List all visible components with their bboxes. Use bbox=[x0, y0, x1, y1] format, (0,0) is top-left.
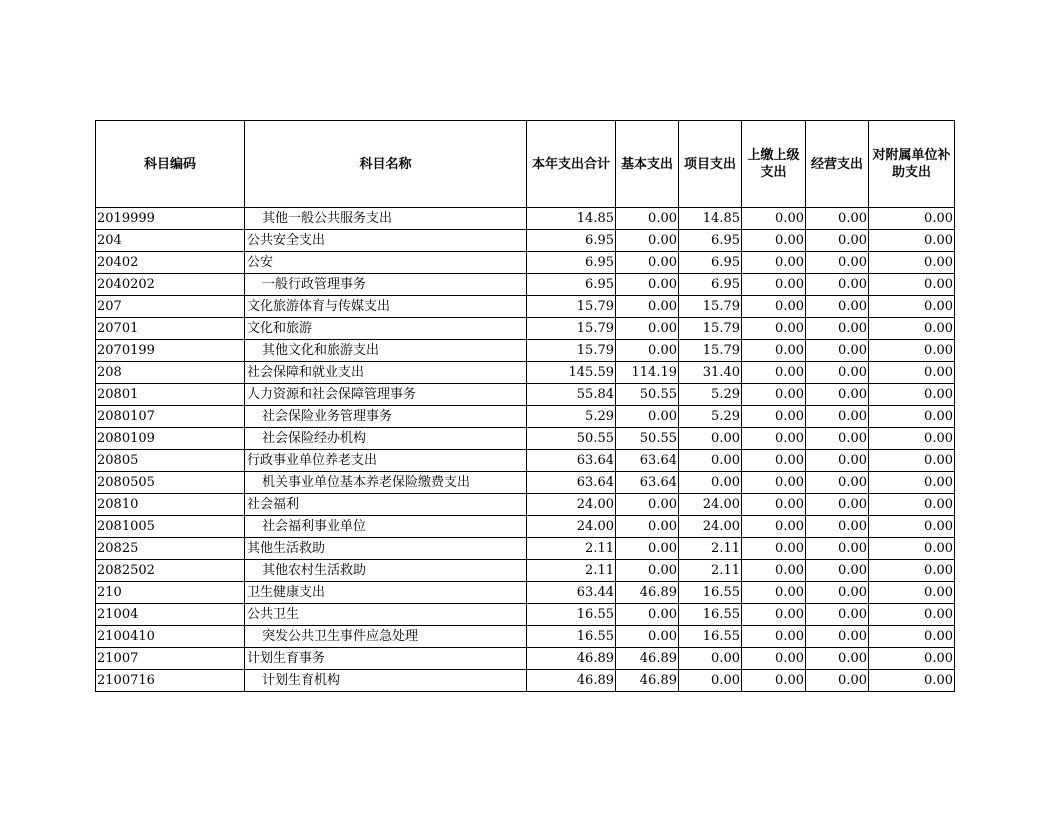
table-row bbox=[96, 428, 955, 450]
cell-basic: 114.19 bbox=[616, 362, 679, 384]
cell-basic: 0.00 bbox=[616, 296, 679, 318]
table-row bbox=[96, 252, 955, 274]
cell-project: 16.55 bbox=[679, 604, 742, 626]
cell-total: 145.59 bbox=[527, 362, 616, 384]
header-subject-code: 科目编码 bbox=[96, 121, 245, 208]
cell-subject-code: 2019999 bbox=[96, 208, 245, 230]
header-basic-expenditure: 基本支出 bbox=[616, 121, 679, 208]
cell-subject-name: 一般行政管理事务 bbox=[245, 274, 527, 296]
table-row bbox=[96, 362, 955, 384]
cell-total: 63.64 bbox=[527, 450, 616, 472]
cell-subject-name: 计划生育事务 bbox=[245, 648, 527, 670]
expenditure-table bbox=[95, 120, 955, 692]
cell-project: 31.40 bbox=[679, 362, 742, 384]
cell-basic: 63.64 bbox=[616, 472, 679, 494]
cell-subject-name: 其他生活救助 bbox=[245, 538, 527, 560]
cell-subject-name: 社会保障和就业支出 bbox=[245, 362, 527, 384]
table-row bbox=[96, 472, 955, 494]
cell-remit-superior: 0.00 bbox=[742, 604, 806, 626]
cell-basic: 50.55 bbox=[616, 428, 679, 450]
cell-remit-superior: 0.00 bbox=[742, 340, 806, 362]
cell-basic: 0.00 bbox=[616, 252, 679, 274]
cell-subsidiary-subsidy: 0.00 bbox=[869, 604, 955, 626]
cell-total: 55.84 bbox=[527, 384, 616, 406]
table-row bbox=[96, 516, 955, 538]
cell-subsidiary-subsidy: 0.00 bbox=[869, 230, 955, 252]
cell-operating: 0.00 bbox=[806, 670, 869, 692]
cell-subject-name: 社会福利 bbox=[245, 494, 527, 516]
cell-remit-superior: 0.00 bbox=[742, 208, 806, 230]
cell-subject-code: 210 bbox=[96, 582, 245, 604]
cell-remit-superior: 0.00 bbox=[742, 472, 806, 494]
cell-subject-name: 社会保险经办机构 bbox=[245, 428, 527, 450]
cell-operating: 0.00 bbox=[806, 626, 869, 648]
table-body bbox=[96, 208, 955, 692]
cell-basic: 0.00 bbox=[616, 274, 679, 296]
cell-remit-superior: 0.00 bbox=[742, 318, 806, 340]
header-row bbox=[96, 121, 955, 208]
cell-total: 2.11 bbox=[527, 560, 616, 582]
cell-subject-name: 公共卫生 bbox=[245, 604, 527, 626]
cell-remit-superior: 0.00 bbox=[742, 362, 806, 384]
cell-project: 0.00 bbox=[679, 428, 742, 450]
cell-subject-code: 2040202 bbox=[96, 274, 245, 296]
cell-subject-name: 社会保险业务管理事务 bbox=[245, 406, 527, 428]
cell-remit-superior: 0.00 bbox=[742, 582, 806, 604]
table-row bbox=[96, 604, 955, 626]
cell-basic: 0.00 bbox=[616, 208, 679, 230]
cell-project: 5.29 bbox=[679, 384, 742, 406]
cell-subject-name: 公共安全支出 bbox=[245, 230, 527, 252]
cell-project: 15.79 bbox=[679, 340, 742, 362]
cell-total: 63.64 bbox=[527, 472, 616, 494]
cell-subsidiary-subsidy: 0.00 bbox=[869, 670, 955, 692]
cell-subject-name: 计划生育机构 bbox=[245, 670, 527, 692]
cell-project: 2.11 bbox=[679, 538, 742, 560]
header-total-expenditure: 本年支出合计 bbox=[527, 121, 616, 208]
table-row bbox=[96, 538, 955, 560]
cell-total: 15.79 bbox=[527, 340, 616, 362]
cell-remit-superior: 0.00 bbox=[742, 296, 806, 318]
cell-operating: 0.00 bbox=[806, 450, 869, 472]
cell-subject-code: 20701 bbox=[96, 318, 245, 340]
cell-remit-superior: 0.00 bbox=[742, 626, 806, 648]
cell-subsidiary-subsidy: 0.00 bbox=[869, 494, 955, 516]
cell-subject-code: 21004 bbox=[96, 604, 245, 626]
cell-subject-code: 2082502 bbox=[96, 560, 245, 582]
table-row bbox=[96, 494, 955, 516]
table-row bbox=[96, 274, 955, 296]
cell-total: 5.29 bbox=[527, 406, 616, 428]
table-row bbox=[96, 648, 955, 670]
cell-subject-code: 208 bbox=[96, 362, 245, 384]
cell-subsidiary-subsidy: 0.00 bbox=[869, 648, 955, 670]
table-row bbox=[96, 560, 955, 582]
cell-basic: 0.00 bbox=[616, 626, 679, 648]
cell-total: 16.55 bbox=[527, 626, 616, 648]
cell-operating: 0.00 bbox=[806, 582, 869, 604]
cell-subject-name: 社会福利事业单位 bbox=[245, 516, 527, 538]
cell-project: 5.29 bbox=[679, 406, 742, 428]
cell-subsidiary-subsidy: 0.00 bbox=[869, 274, 955, 296]
cell-remit-superior: 0.00 bbox=[742, 252, 806, 274]
cell-operating: 0.00 bbox=[806, 230, 869, 252]
cell-basic: 50.55 bbox=[616, 384, 679, 406]
cell-basic: 46.89 bbox=[616, 670, 679, 692]
cell-subject-code: 2070199 bbox=[96, 340, 245, 362]
table-row bbox=[96, 626, 955, 648]
cell-total: 24.00 bbox=[527, 494, 616, 516]
cell-remit-superior: 0.00 bbox=[742, 450, 806, 472]
cell-subject-code: 21007 bbox=[96, 648, 245, 670]
cell-subject-code: 2100716 bbox=[96, 670, 245, 692]
cell-subject-name: 卫生健康支出 bbox=[245, 582, 527, 604]
cell-subsidiary-subsidy: 0.00 bbox=[869, 362, 955, 384]
cell-operating: 0.00 bbox=[806, 538, 869, 560]
cell-project: 15.79 bbox=[679, 318, 742, 340]
cell-operating: 0.00 bbox=[806, 296, 869, 318]
table-header bbox=[96, 121, 955, 208]
cell-basic: 46.89 bbox=[616, 648, 679, 670]
table-row bbox=[96, 670, 955, 692]
cell-subject-code: 20810 bbox=[96, 494, 245, 516]
cell-subject-code: 2080505 bbox=[96, 472, 245, 494]
table-row bbox=[96, 318, 955, 340]
cell-project: 0.00 bbox=[679, 670, 742, 692]
cell-subject-name: 其他文化和旅游支出 bbox=[245, 340, 527, 362]
cell-subject-name: 公安 bbox=[245, 252, 527, 274]
cell-subject-name: 突发公共卫生事件应急处理 bbox=[245, 626, 527, 648]
cell-operating: 0.00 bbox=[806, 648, 869, 670]
table-row bbox=[96, 208, 955, 230]
header-project-expenditure: 项目支出 bbox=[679, 121, 742, 208]
cell-subject-code: 20805 bbox=[96, 450, 245, 472]
cell-subject-name: 机关事业单位基本养老保险缴费支出 bbox=[245, 472, 527, 494]
cell-subject-name: 其他一般公共服务支出 bbox=[245, 208, 527, 230]
cell-operating: 0.00 bbox=[806, 252, 869, 274]
cell-subsidiary-subsidy: 0.00 bbox=[869, 406, 955, 428]
cell-remit-superior: 0.00 bbox=[742, 384, 806, 406]
cell-project: 0.00 bbox=[679, 472, 742, 494]
cell-project: 14.85 bbox=[679, 208, 742, 230]
cell-total: 46.89 bbox=[527, 648, 616, 670]
table-row bbox=[96, 296, 955, 318]
cell-operating: 0.00 bbox=[806, 318, 869, 340]
cell-total: 6.95 bbox=[527, 274, 616, 296]
cell-remit-superior: 0.00 bbox=[742, 648, 806, 670]
cell-subsidiary-subsidy: 0.00 bbox=[869, 582, 955, 604]
cell-project: 24.00 bbox=[679, 516, 742, 538]
cell-total: 14.85 bbox=[527, 208, 616, 230]
cell-operating: 0.00 bbox=[806, 516, 869, 538]
cell-subsidiary-subsidy: 0.00 bbox=[869, 428, 955, 450]
cell-operating: 0.00 bbox=[806, 384, 869, 406]
cell-project: 16.55 bbox=[679, 626, 742, 648]
table-row bbox=[96, 340, 955, 362]
cell-total: 6.95 bbox=[527, 252, 616, 274]
cell-subsidiary-subsidy: 0.00 bbox=[869, 318, 955, 340]
cell-total: 2.11 bbox=[527, 538, 616, 560]
header-subsidiary-subsidy-expenditure: 对附属单位补助支出 bbox=[869, 121, 955, 208]
cell-basic: 0.00 bbox=[616, 230, 679, 252]
cell-total: 63.44 bbox=[527, 582, 616, 604]
table-row bbox=[96, 582, 955, 604]
cell-project: 0.00 bbox=[679, 648, 742, 670]
cell-basic: 0.00 bbox=[616, 516, 679, 538]
cell-basic: 0.00 bbox=[616, 604, 679, 626]
cell-subject-name: 文化旅游体育与传媒支出 bbox=[245, 296, 527, 318]
cell-subject-code: 20402 bbox=[96, 252, 245, 274]
cell-total: 6.95 bbox=[527, 230, 616, 252]
cell-subject-code: 204 bbox=[96, 230, 245, 252]
cell-basic: 0.00 bbox=[616, 318, 679, 340]
cell-operating: 0.00 bbox=[806, 406, 869, 428]
cell-subject-code: 2081005 bbox=[96, 516, 245, 538]
cell-remit-superior: 0.00 bbox=[742, 516, 806, 538]
cell-remit-superior: 0.00 bbox=[742, 406, 806, 428]
cell-subject-name: 行政事业单位养老支出 bbox=[245, 450, 527, 472]
cell-basic: 0.00 bbox=[616, 406, 679, 428]
cell-basic: 0.00 bbox=[616, 560, 679, 582]
cell-subsidiary-subsidy: 0.00 bbox=[869, 450, 955, 472]
cell-basic: 46.89 bbox=[616, 582, 679, 604]
cell-subsidiary-subsidy: 0.00 bbox=[869, 516, 955, 538]
cell-subject-name: 其他农村生活救助 bbox=[245, 560, 527, 582]
cell-operating: 0.00 bbox=[806, 362, 869, 384]
cell-project: 16.55 bbox=[679, 582, 742, 604]
cell-remit-superior: 0.00 bbox=[742, 274, 806, 296]
header-operating-expenditure: 经营支出 bbox=[806, 121, 869, 208]
cell-operating: 0.00 bbox=[806, 274, 869, 296]
cell-subject-name: 文化和旅游 bbox=[245, 318, 527, 340]
cell-subsidiary-subsidy: 0.00 bbox=[869, 296, 955, 318]
cell-project: 24.00 bbox=[679, 494, 742, 516]
cell-remit-superior: 0.00 bbox=[742, 560, 806, 582]
cell-project: 0.00 bbox=[679, 450, 742, 472]
cell-remit-superior: 0.00 bbox=[742, 230, 806, 252]
cell-project: 15.79 bbox=[679, 296, 742, 318]
cell-operating: 0.00 bbox=[806, 472, 869, 494]
cell-subsidiary-subsidy: 0.00 bbox=[869, 340, 955, 362]
cell-operating: 0.00 bbox=[806, 208, 869, 230]
cell-subsidiary-subsidy: 0.00 bbox=[869, 472, 955, 494]
cell-total: 16.55 bbox=[527, 604, 616, 626]
cell-project: 6.95 bbox=[679, 230, 742, 252]
header-remit-superior-expenditure: 上缴上级支出 bbox=[742, 121, 806, 208]
table-row bbox=[96, 384, 955, 406]
cell-basic: 0.00 bbox=[616, 494, 679, 516]
cell-remit-superior: 0.00 bbox=[742, 538, 806, 560]
cell-total: 50.55 bbox=[527, 428, 616, 450]
cell-subject-code: 20801 bbox=[96, 384, 245, 406]
cell-operating: 0.00 bbox=[806, 560, 869, 582]
cell-basic: 63.64 bbox=[616, 450, 679, 472]
cell-subject-code: 2080109 bbox=[96, 428, 245, 450]
cell-total: 46.89 bbox=[527, 670, 616, 692]
cell-subject-code: 207 bbox=[96, 296, 245, 318]
cell-project: 6.95 bbox=[679, 252, 742, 274]
cell-subsidiary-subsidy: 0.00 bbox=[869, 252, 955, 274]
cell-subsidiary-subsidy: 0.00 bbox=[869, 560, 955, 582]
cell-subject-name: 人力资源和社会保障管理事务 bbox=[245, 384, 527, 406]
cell-remit-superior: 0.00 bbox=[742, 428, 806, 450]
cell-subsidiary-subsidy: 0.00 bbox=[869, 208, 955, 230]
cell-subject-code: 2080107 bbox=[96, 406, 245, 428]
expenditure-table-container bbox=[95, 120, 954, 692]
cell-basic: 0.00 bbox=[616, 538, 679, 560]
table-row bbox=[96, 450, 955, 472]
cell-project: 2.11 bbox=[679, 560, 742, 582]
cell-total: 24.00 bbox=[527, 516, 616, 538]
cell-operating: 0.00 bbox=[806, 494, 869, 516]
cell-operating: 0.00 bbox=[806, 428, 869, 450]
cell-remit-superior: 0.00 bbox=[742, 670, 806, 692]
cell-operating: 0.00 bbox=[806, 604, 869, 626]
table-row bbox=[96, 406, 955, 428]
cell-subsidiary-subsidy: 0.00 bbox=[869, 626, 955, 648]
cell-project: 6.95 bbox=[679, 274, 742, 296]
cell-subject-code: 2100410 bbox=[96, 626, 245, 648]
header-subject-name: 科目名称 bbox=[245, 121, 527, 208]
table-row bbox=[96, 230, 955, 252]
cell-remit-superior: 0.00 bbox=[742, 494, 806, 516]
cell-total: 15.79 bbox=[527, 296, 616, 318]
cell-subsidiary-subsidy: 0.00 bbox=[869, 384, 955, 406]
cell-subsidiary-subsidy: 0.00 bbox=[869, 538, 955, 560]
cell-total: 15.79 bbox=[527, 318, 616, 340]
cell-basic: 0.00 bbox=[616, 340, 679, 362]
cell-operating: 0.00 bbox=[806, 340, 869, 362]
cell-subject-code: 20825 bbox=[96, 538, 245, 560]
